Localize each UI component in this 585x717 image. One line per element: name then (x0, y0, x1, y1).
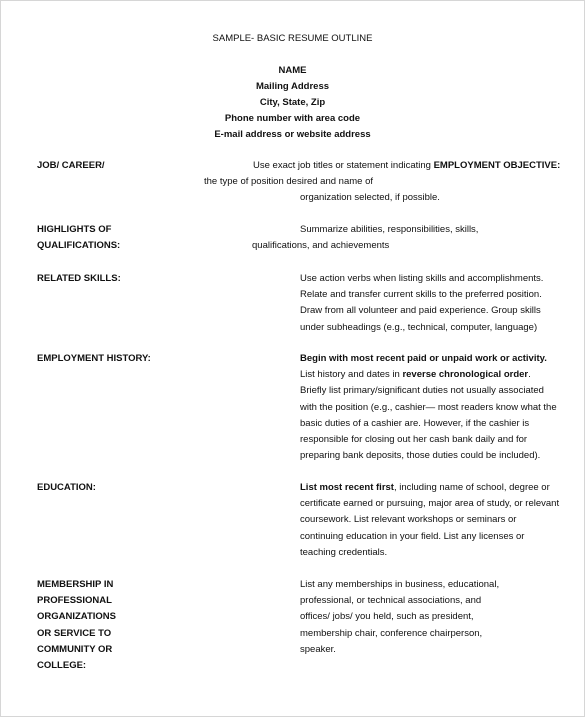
skills-description (300, 271, 543, 336)
email-line: E-mail address or website address (214, 129, 371, 140)
objective-line-3: organization selected, if possible. (300, 192, 440, 203)
membership-description (300, 577, 499, 658)
skills-label: RELATED SKILLS: (37, 273, 121, 284)
employment-line: responsible for closing out her cash bank daily and for (300, 434, 528, 446)
employment-line: with the position (e.g., cashier— most readers know what the (300, 401, 557, 413)
education-line: certificate earned or pursuing, major area of study, or relevant (300, 498, 560, 510)
mailing-address-line: Mailing Address (255, 81, 330, 92)
employment-line: Briefly list primary/significant duties not usually associated (300, 385, 544, 397)
highlights-label-line-2: QUALIFICATIONS: (37, 240, 121, 251)
document-title: SAMPLE- BASIC RESUME OUTLINE (212, 33, 373, 44)
membership-line: speaker. (300, 643, 336, 655)
membership-line: List any memberships in business, educational, (300, 579, 500, 590)
education-line-1-bold: List most recent first (300, 482, 394, 493)
objective-line-2: the type of position desired and name of (204, 176, 374, 187)
education-line: continuing education in your field. List any licenses or (300, 530, 525, 542)
education-line-1-text: , including name of school, degree or (393, 482, 550, 493)
objective-line-1 (253, 158, 560, 174)
education-line: coursework. List relevant workshops or seminars or (300, 514, 517, 526)
employment-line-2-text: List history and dates in (300, 369, 403, 381)
membership-label-line: PROFESSIONAL (37, 595, 112, 607)
highlights-line-2: qualifications, and achievements (252, 240, 390, 251)
objective-line-1-text: Use exact job titles or statement indicating (253, 160, 434, 171)
membership-label-line: OR SERVICE TO (37, 627, 112, 639)
employment-line-2-end: . (528, 369, 531, 381)
employment-line-2 (300, 367, 557, 383)
skills-line: Relate and transfer current skills to the preferred position. (300, 289, 542, 301)
employment-line: basic duties of a cashier are. However, if the cashier is (300, 417, 530, 429)
employment-line-2-bold: reverse chronological order (402, 369, 529, 381)
education-line-1 (300, 480, 559, 496)
education-description (300, 480, 559, 561)
membership-label-line: COMMUNITY OR (37, 643, 113, 655)
employment-line: preparing bank deposits, those duties could be included). (300, 450, 541, 462)
highlights-label-line-1: HIGHLIGHTS OF (37, 224, 112, 235)
city-state-zip-line: City, State, Zip (259, 97, 326, 108)
membership-label-line: COLLEGE: (37, 660, 87, 672)
phone-line: Phone number with area code (224, 113, 361, 124)
membership-line: offices/ jobs/ you held, such as president, (300, 611, 474, 623)
skills-line: Draw from all volunteer and paid experience. Group skills (300, 305, 541, 317)
highlights-line-1: Summarize abilities, responsibilities, skills, (300, 224, 479, 235)
membership-line: professional, or technical associations, and (300, 595, 482, 607)
name-line: NAME (278, 65, 307, 76)
education-label: EDUCATION: (37, 482, 96, 493)
membership-label (37, 577, 116, 674)
employment-line-1: Begin with most recent paid or unpaid work or activity. (300, 353, 547, 364)
employment-label: EMPLOYMENT HISTORY: (37, 353, 151, 364)
skills-line: under subheadings (e.g., technical, computer, language) (300, 321, 538, 333)
employment-description (300, 351, 557, 464)
objective-label: JOB/ CAREER/ (37, 160, 105, 171)
objective-line-1-bold: EMPLOYMENT OBJECTIVE: (433, 160, 561, 171)
membership-label-line: MEMBERSHIP IN (37, 579, 114, 590)
education-line: teaching credentials. (300, 546, 388, 558)
membership-line: membership chair, conference chairperson, (300, 627, 483, 639)
membership-label-line: ORGANIZATIONS (37, 611, 116, 623)
skills-line: Use action verbs when listing skills and accomplishments. (300, 273, 544, 284)
